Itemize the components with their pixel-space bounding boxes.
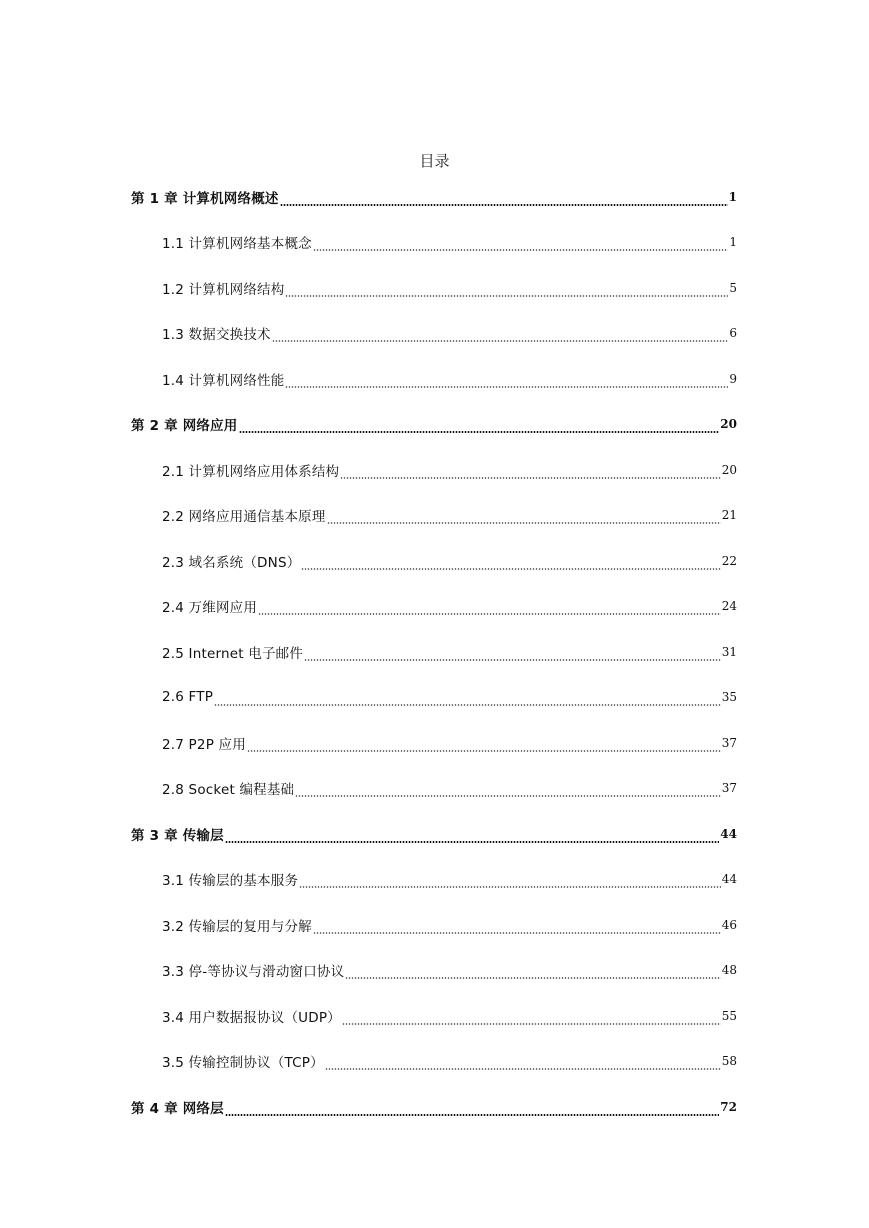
toc-page-number: 20 <box>721 462 737 477</box>
dot-leader <box>340 476 720 480</box>
toc-entry-label: 1.3 数据交换技术 <box>162 327 271 344</box>
dot-leader <box>239 430 720 434</box>
toc-page-number: 21 <box>721 508 737 523</box>
dot-leader <box>285 385 728 389</box>
toc-page-number: 1 <box>728 189 737 204</box>
dot-leader <box>304 658 721 662</box>
toc-list <box>131 174 737 1130</box>
toc-page-number: 55 <box>721 1008 737 1023</box>
toc-chapter-entry[interactable] <box>131 174 737 220</box>
toc-section-entry[interactable] <box>131 1039 737 1085</box>
toc-entry-label: 第 1 章 计算机网络概述 <box>131 190 279 207</box>
toc-section-entry[interactable] <box>131 857 737 903</box>
toc-section-entry[interactable] <box>131 720 737 766</box>
toc-section-entry[interactable] <box>131 220 737 266</box>
dot-leader <box>258 612 721 616</box>
toc-section-entry[interactable] <box>131 584 737 630</box>
toc-page-number: 48 <box>721 963 737 978</box>
toc-page-number: 37 <box>721 735 737 750</box>
toc-entry-label: 3.1 传输层的基本服务 <box>162 873 299 890</box>
toc-section-entry[interactable] <box>131 993 737 1039</box>
dot-leader <box>327 521 721 525</box>
toc-page-number: 24 <box>721 599 737 614</box>
toc-page-number: 58 <box>721 1054 737 1069</box>
dot-leader <box>214 703 721 707</box>
toc-entry-label: 第 2 章 网络应用 <box>131 418 238 435</box>
dot-leader <box>342 1022 721 1026</box>
toc-entry-label: 2.7 P2P 应用 <box>162 736 246 753</box>
toc-entry-label: 3.3 停-等协议与滑动窗口协议 <box>162 964 345 981</box>
toc-section-entry[interactable] <box>131 629 737 675</box>
toc-section-entry[interactable] <box>131 766 737 812</box>
toc-entry-label: 第 3 章 传输层 <box>131 827 224 844</box>
toc-section-entry[interactable] <box>131 447 737 493</box>
dot-leader <box>295 794 720 798</box>
toc-section-entry[interactable] <box>131 265 737 311</box>
toc-section-entry[interactable] <box>131 675 737 721</box>
toc-page-number: 35 <box>721 690 737 705</box>
toc-page-number: 20 <box>720 417 737 432</box>
toc-entry-label: 2.5 Internet 电子邮件 <box>162 645 304 662</box>
toc-entry-label: 3.4 用户数据报协议（UDP） <box>162 1009 341 1026</box>
toc-entry-label: 2.4 万维网应用 <box>162 600 258 617</box>
dot-leader <box>345 976 720 980</box>
toc-entry-label: 2.3 域名系统（DNS） <box>162 554 301 571</box>
toc-page-number: 5 <box>729 280 737 295</box>
dot-leader <box>299 885 721 889</box>
toc-entry-label: 2.6 FTP <box>162 689 214 706</box>
toc-page-number: 31 <box>721 644 737 659</box>
toc-page-number: 44 <box>721 872 737 887</box>
toc-entry-label: 2.8 Socket 编程基础 <box>162 782 295 799</box>
dot-leader <box>272 339 729 343</box>
dot-leader <box>301 567 720 571</box>
toc-section-entry[interactable] <box>131 311 737 357</box>
toc-section-entry[interactable] <box>131 948 737 994</box>
dot-leader <box>280 203 728 207</box>
dot-leader <box>285 294 728 298</box>
toc-entry-label: 2.2 网络应用通信基本原理 <box>162 509 326 526</box>
toc-page-number: 22 <box>721 553 737 568</box>
toc-page-number: 37 <box>721 781 737 796</box>
dot-leader <box>225 1113 720 1117</box>
toc-page-number: 6 <box>729 326 737 341</box>
dot-leader <box>313 248 728 252</box>
toc-page-number: 9 <box>729 371 737 386</box>
dot-leader <box>325 1067 721 1071</box>
dot-leader <box>225 840 720 844</box>
toc-entry-label: 第 4 章 网络层 <box>131 1100 224 1117</box>
toc-entry-label: 1.2 计算机网络结构 <box>162 281 285 298</box>
dot-leader <box>247 749 721 753</box>
toc-section-entry[interactable] <box>131 493 737 539</box>
toc-entry-label: 3.5 传输控制协议（TCP） <box>162 1055 324 1072</box>
toc-entry-label: 1.4 计算机网络性能 <box>162 372 285 389</box>
toc-entry-label: 3.2 传输层的复用与分解 <box>162 918 312 935</box>
toc-chapter-entry[interactable] <box>131 402 737 448</box>
toc-chapter-entry[interactable] <box>131 811 737 857</box>
toc-title: 目录 <box>419 152 450 170</box>
dot-leader <box>313 931 721 935</box>
toc-section-entry[interactable] <box>131 902 737 948</box>
toc-entry-label: 1.1 计算机网络基本概念 <box>162 236 312 253</box>
toc-page-number: 46 <box>721 917 737 932</box>
toc-page-number: 1 <box>729 235 737 250</box>
toc-chapter-entry[interactable] <box>131 1084 737 1130</box>
toc-page-number: 44 <box>720 826 737 841</box>
toc-entry-label: 2.1 计算机网络应用体系结构 <box>162 463 340 480</box>
toc-section-entry[interactable] <box>131 356 737 402</box>
toc-section-entry[interactable] <box>131 538 737 584</box>
toc-page-number: 72 <box>720 1099 737 1114</box>
